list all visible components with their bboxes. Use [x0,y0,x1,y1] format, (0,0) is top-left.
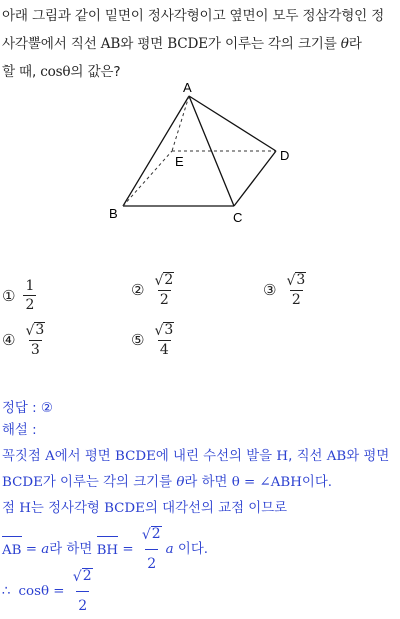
solution-text: 꼭짓점 [2,449,46,464]
math-ab: AB [100,36,121,52]
math-ab: AB [326,449,347,464]
solution-text: 라 하면 [49,541,97,557]
denominator: 2 [25,297,35,313]
choice-number: ② [131,281,145,300]
equals-sign: = [49,583,69,599]
denominator: 4 [159,342,169,359]
fraction-final-answer [71,564,95,619]
problem-text: 사각뿔에서 직선 [2,36,101,52]
numerator: 2 [164,272,174,288]
denominator: 3 [30,342,40,359]
solution-text: 에 내린 수선의 발을 [155,449,277,464]
vertex-label-d: D [280,148,290,163]
solution-line-5 [2,564,97,619]
problem-text: 라 [348,36,362,52]
math-bcde: BCDE [167,36,208,52]
choice-3[interactable] [263,272,310,308]
solution-text: 의 대각선의 교점 이므로 [144,501,288,516]
answer-label: 정답 : ② [2,401,53,416]
choice-5[interactable] [131,322,178,358]
choice-fraction [284,272,308,308]
choice-fraction [23,322,47,358]
math-a-var: a [165,541,174,557]
denominator: 2 [145,549,158,577]
vertex-label-e: E [175,154,184,169]
problem-text: 와 평면 [120,36,168,52]
choice-2[interactable] [131,272,178,308]
denominator: 2 [76,591,89,619]
math-bcde: BCDE [104,501,145,516]
math-a: A [45,449,55,464]
vertex-label-b: B [109,206,118,221]
equals-sign: = [118,541,138,557]
solution-text: 이다. [301,475,333,490]
choice-4[interactable] [2,322,49,358]
math-theta: θ [340,36,349,52]
numerator: 2 [82,567,92,584]
math-angle-equation: θ = ∠ABH [231,475,302,490]
math-bcde: BCDE [2,475,43,490]
solution-text: , 직선 [288,449,327,464]
math-h: H [19,501,31,516]
numerator: 3 [164,322,174,338]
math-cos-theta: cosθ [40,64,71,80]
explanation-label: 해설 : [2,423,37,438]
problem-text: 할 때, [2,64,41,80]
sqrt-symbol: √ 2 [72,567,92,585]
problem-text: 아래 그림과 같이 밑면이 정사각형이고 옆면이 모두 정삼각형인 정 [2,8,385,24]
solution-text: 에서 평면 [54,449,115,464]
choice-fraction [23,278,36,313]
sqrt-symbol: √ 2 [154,272,174,290]
solution-line-2 [2,470,332,496]
math-bcde: BCDE [115,449,156,464]
edge-be-hidden [123,151,172,206]
choice-1[interactable] [2,278,38,313]
solution-line-3 [2,496,287,522]
denominator: 2 [159,292,169,309]
math-h: H [276,449,289,464]
edge-ad [189,96,276,151]
choice-fraction [152,272,176,308]
sqrt-symbol: √ 2 [141,525,161,543]
solution-text: 점 [2,501,20,516]
edge-cd [234,151,276,206]
choice-fraction [152,322,176,358]
math-a-var: a [41,541,50,557]
equals-sign: = [21,541,42,557]
edge-ae-hidden [172,96,189,151]
numerator: 3 [296,272,306,288]
choice-number: ④ [2,331,16,350]
solution-text: 와 평면 [346,449,390,464]
sqrt-symbol: √ 3 [154,322,174,340]
denominator: 2 [291,292,301,309]
solution-text: 이다. [173,541,209,557]
sqrt-symbol: √ 3 [25,322,45,340]
numerator: 1 [25,278,35,294]
choice-number: ① [2,286,16,305]
solution-line-1 [2,444,389,470]
fraction-sqrt2-over-2 [140,522,164,577]
choice-number: ⑤ [131,331,145,350]
vertex-label-a: A [183,80,192,95]
solution-text: 가 이루는 각의 크기를 [42,475,177,490]
sqrt-symbol: √ 3 [286,272,306,290]
problem-text: 의 값은? [70,64,121,80]
math-cos-theta: cosθ [18,583,50,599]
solution-text: 라 하면 [184,475,232,490]
problem-text: 가 이루는 각의 크기를 [207,36,341,52]
solution-text: 는 정사각형 [30,501,105,516]
numerator: 3 [35,322,45,338]
vertex-label-c: C [233,210,243,225]
math-theta: θ [176,475,185,490]
therefore-symbol: ∴ [2,583,11,599]
numerator: 2 [151,525,161,542]
choice-number: ③ [263,281,277,300]
pyramid-figure [0,0,400,250]
segment-ab: AB [2,536,22,564]
segment-bh: BH [97,536,119,564]
